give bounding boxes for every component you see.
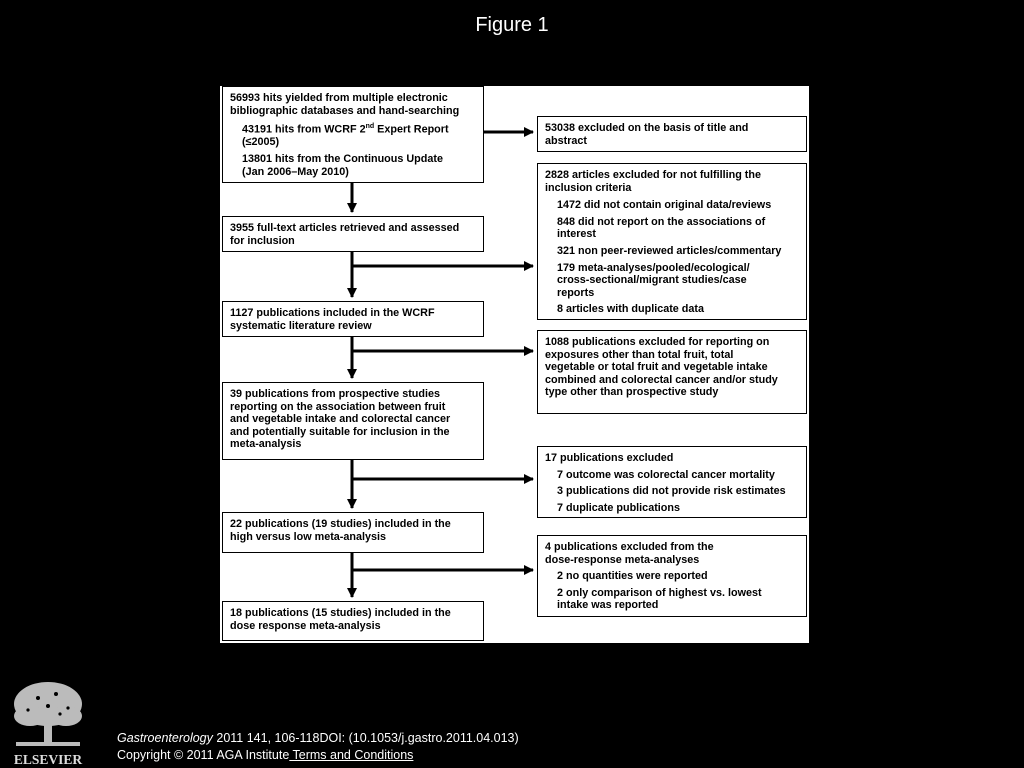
excluded-box-title-abstract bbox=[537, 116, 807, 152]
box-text: and potentially suitable for inclusion in the bbox=[230, 425, 450, 438]
box-text: 13801 hits from the Continuous Update bbox=[242, 152, 443, 165]
box-text: high versus low meta-analysis bbox=[230, 530, 387, 543]
box-text: 8 articles with duplicate data bbox=[557, 303, 705, 316]
box-text: abstract bbox=[545, 134, 588, 147]
main-box-identified bbox=[222, 86, 484, 183]
excluded-box-17 bbox=[537, 446, 807, 518]
box-text: 17 publications excluded bbox=[545, 452, 674, 464]
box-text: cross-sectional/migrant studies/case bbox=[557, 274, 747, 287]
box-text: 2828 articles excluded for not fulfilling the bbox=[545, 169, 761, 181]
box-text: reports bbox=[557, 286, 595, 299]
main-box-dose-response bbox=[222, 601, 484, 641]
ordinal-superscript: nd bbox=[365, 123, 375, 131]
box-text: 53038 excluded on the basis of title and bbox=[545, 122, 749, 134]
terms-link[interactable]: Terms and Conditions bbox=[289, 748, 414, 762]
box-item bbox=[230, 121, 477, 149]
box-item bbox=[545, 199, 800, 212]
box-text: 56993 hits yielded from multiple electronic bbox=[230, 92, 448, 104]
tree-emblem-icon bbox=[14, 682, 82, 746]
copyright-line bbox=[117, 747, 519, 764]
box-item bbox=[545, 245, 800, 258]
box-text: and vegetable intake and colorectal cancer bbox=[230, 413, 451, 426]
box-text: (≤2005) bbox=[242, 136, 280, 149]
box-item bbox=[545, 587, 800, 612]
citation-text: 2011 141, 106-118DOI: (10.1053/j.gastro.2011.04.013) bbox=[212, 731, 519, 745]
box-text: meta-analysis bbox=[230, 438, 302, 451]
box-text: combined and colorectal cancer and/or study bbox=[545, 373, 778, 386]
box-text: interest bbox=[557, 228, 597, 241]
box-text: 1472 did not contain original data/reviews bbox=[557, 199, 772, 212]
box-text: 7 outcome was colorectal cancer mortality bbox=[557, 468, 775, 481]
copyright-text: Copyright © 2011 AGA Institute bbox=[117, 748, 290, 762]
main-box-wcrf-slr bbox=[222, 301, 484, 337]
box-text: systematic literature review bbox=[230, 319, 372, 332]
box-item bbox=[545, 303, 800, 316]
box-item bbox=[545, 469, 800, 482]
box-text: 848 did not report on the associations of bbox=[557, 215, 766, 228]
box-text: (Jan 2006–May 2010) bbox=[242, 165, 349, 178]
journal-name: Gastroenterology bbox=[117, 731, 213, 745]
box-text: 4 publications excluded from the bbox=[545, 541, 714, 553]
box-text: 2 no quantities were reported bbox=[557, 570, 708, 583]
citation-line bbox=[117, 730, 519, 747]
box-item bbox=[545, 570, 800, 583]
flowchart-panel bbox=[220, 86, 809, 643]
box-text: 179 meta-analyses/pooled/ecological/ bbox=[557, 261, 750, 274]
box-item bbox=[545, 262, 800, 300]
box-text: 43191 hits from WCRF 2nd Expert Report bbox=[242, 123, 449, 136]
box-text: 1088 publications excluded for reporting on bbox=[545, 336, 770, 348]
box-text: dose-response meta-analyses bbox=[545, 553, 700, 566]
elsevier-logo bbox=[8, 680, 88, 766]
box-text: 7 duplicate publications bbox=[557, 501, 680, 514]
box-text: 18 publications (15 studies) included in the bbox=[230, 607, 451, 619]
box-text: 39 publications from prospective studies bbox=[230, 388, 440, 400]
box-text: dose response meta-analysis bbox=[230, 619, 381, 632]
excluded-box-dose-response bbox=[537, 535, 807, 617]
box-text: 3955 full-text articles retrieved and assessed bbox=[230, 222, 460, 234]
box-text: exposures other than total fruit, total bbox=[545, 348, 734, 361]
box-text: inclusion criteria bbox=[545, 181, 632, 194]
main-box-full-text bbox=[222, 216, 484, 252]
box-text: intake was reported bbox=[557, 599, 659, 612]
box-item bbox=[545, 216, 800, 241]
box-text: 2 only comparison of highest vs. lowest bbox=[557, 586, 762, 599]
excluded-box-criteria bbox=[537, 163, 807, 320]
box-text: 22 publications (19 studies) included in the bbox=[230, 518, 451, 530]
box-text: 1127 publications included in the WCRF bbox=[230, 307, 435, 319]
box-text: reporting on the association between fruit bbox=[230, 400, 446, 413]
citation-block bbox=[117, 730, 519, 764]
elsevier-wordmark: ELSEVIER bbox=[13, 752, 83, 766]
main-box-prospective bbox=[222, 382, 484, 460]
slide-title: Figure 1 bbox=[475, 14, 549, 36]
main-box-high-vs-low bbox=[222, 512, 484, 553]
box-text: type other than prospective study bbox=[545, 386, 719, 399]
box-text: bibliographic databases and hand-searching bbox=[230, 104, 460, 117]
box-text: 3 publications did not provide risk estimates bbox=[557, 485, 786, 498]
box-text: 321 non peer-reviewed articles/commentary bbox=[557, 244, 782, 257]
box-text: vegetable or total fruit and vegetable intake bbox=[545, 361, 768, 374]
box-item bbox=[545, 502, 800, 515]
excluded-box-exposures bbox=[537, 330, 807, 414]
box-item bbox=[545, 485, 800, 498]
box-text: for inclusion bbox=[230, 234, 295, 247]
box-item bbox=[230, 153, 477, 178]
